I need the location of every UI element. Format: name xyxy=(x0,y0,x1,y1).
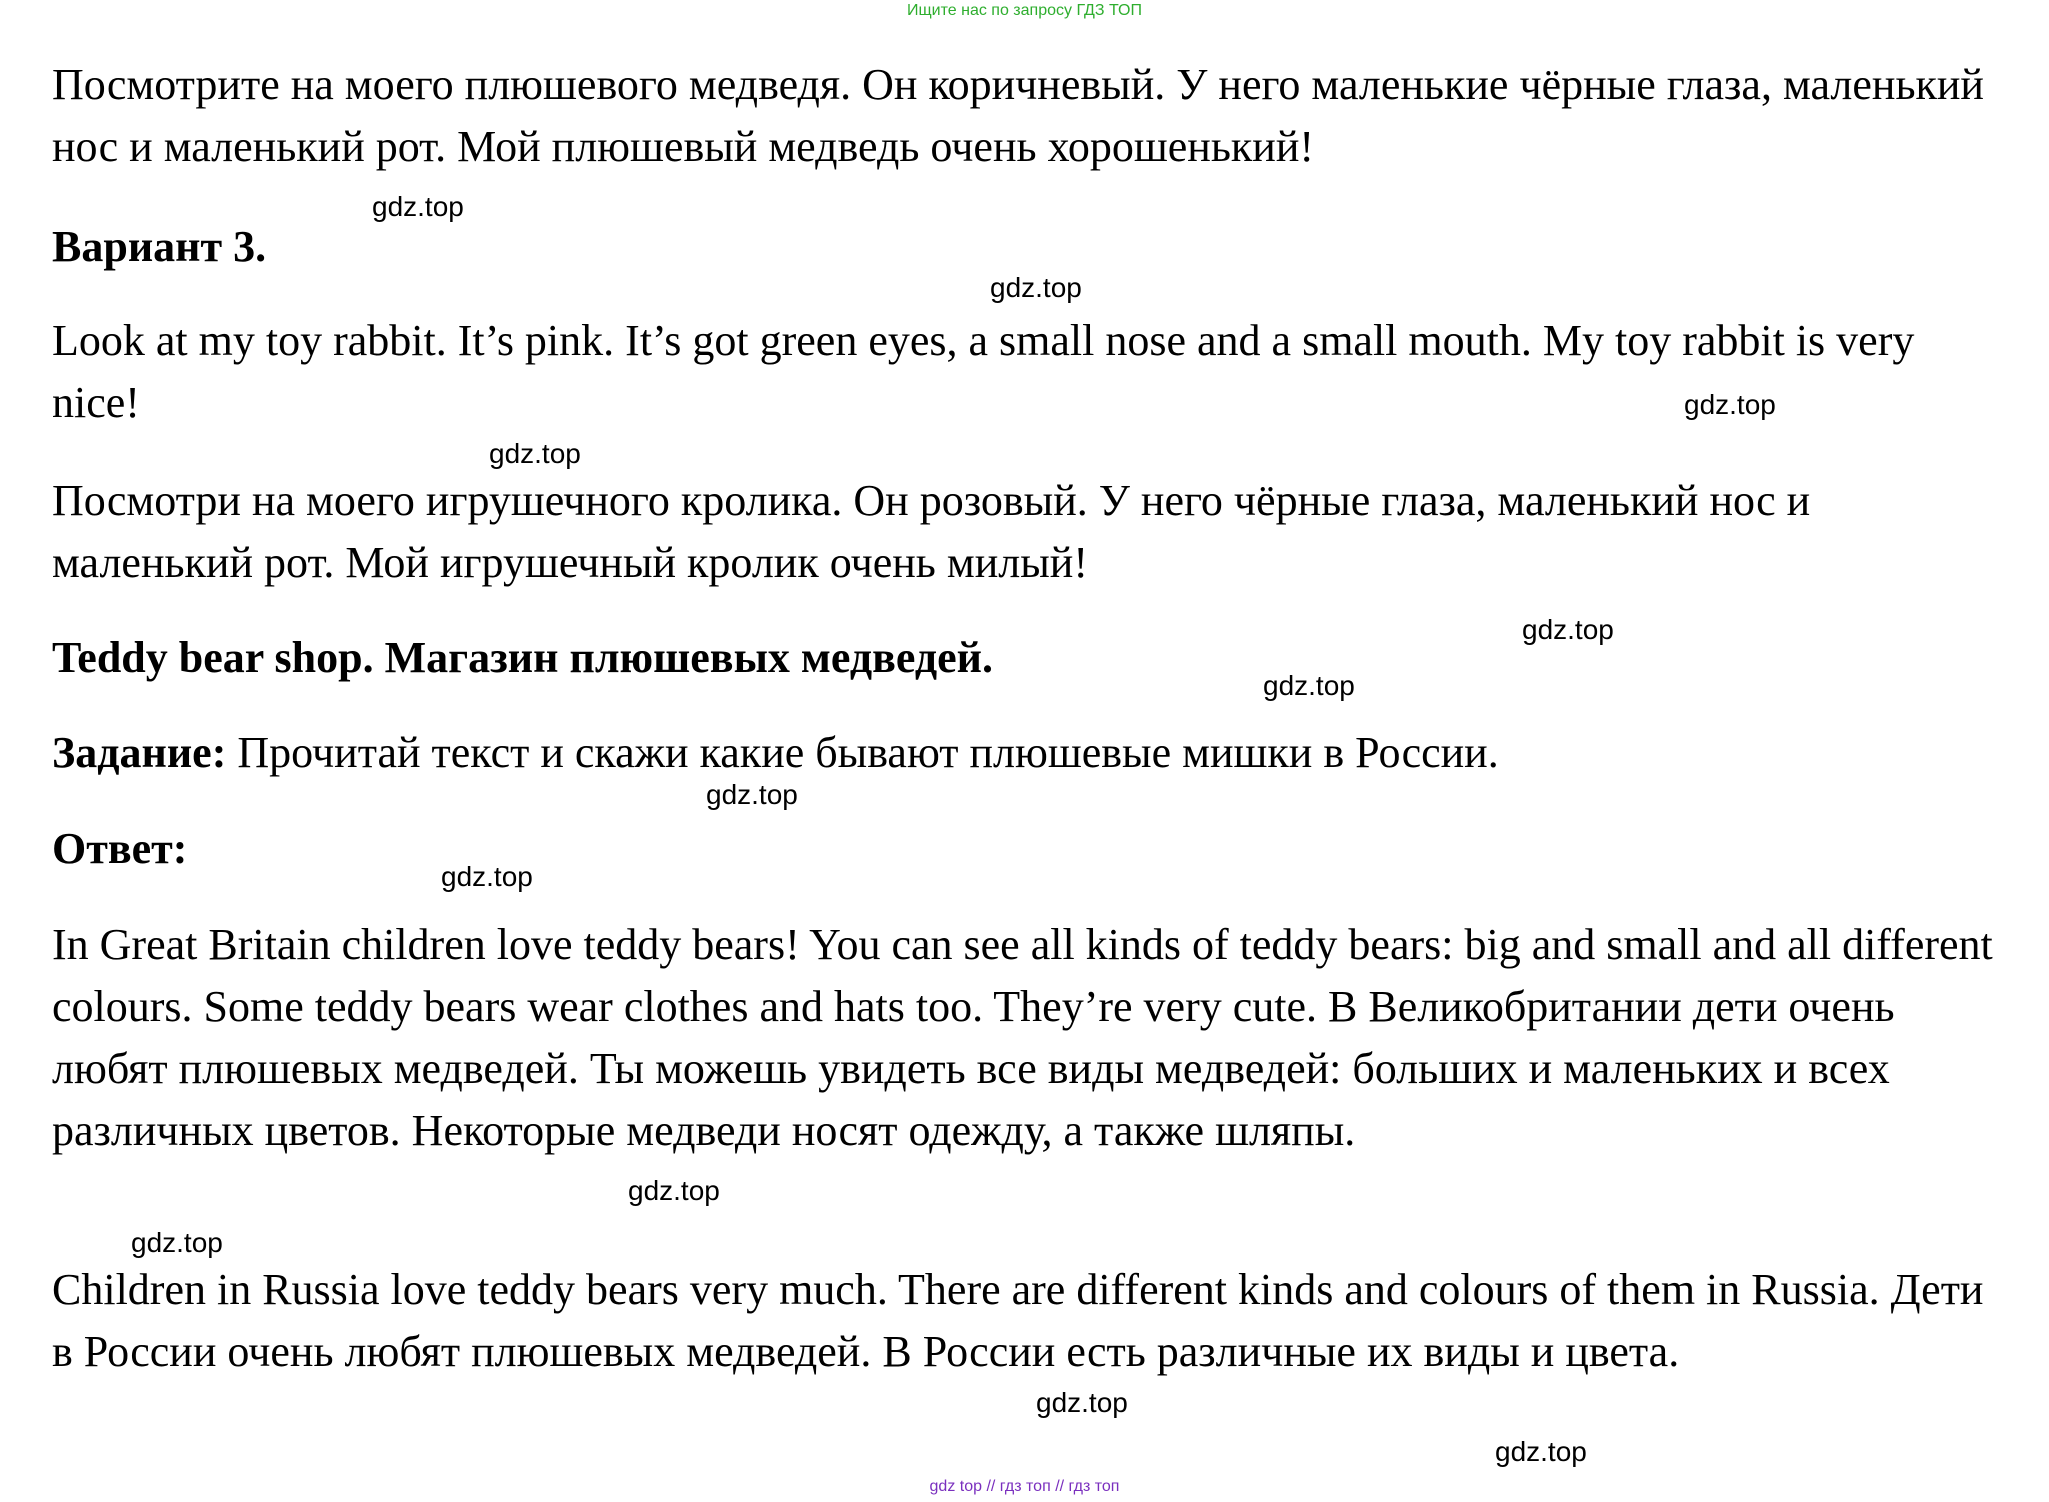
paragraph-britain: In Great Britain children love teddy bears! You can see all kinds of teddy bears: big and small and all different colours. Some teddy bears wear clothes and hats too. They’re very cute. В Великобритании дети очень любят плюшевых медведей. Ты можешь увидеть все виды медведей: больших и маленьких и всех различных цветов. Некоторые медведи носят одежду, а также шляпы. xyxy=(52,920,1993,1155)
paragraph-rabbit-en: Look at my toy rabbit. It’s pink. It’s got green eyes, a small nose and a small mouth. My toy rabbit is very nice! xyxy=(52,316,1915,427)
header-search-note: Ищите нас по запросу ГДЗ ТОП xyxy=(907,2,1142,19)
paragraph-rabbit-ru: Посмотри на моего игрушечного кролика. Он розовый. У него чёрные глаза, маленький нос и маленький рот. Мой игрушечный кролик очень милый! xyxy=(52,476,1811,587)
watermark: gdz.top xyxy=(1036,1387,1128,1418)
watermark: gdz.top xyxy=(1522,614,1614,645)
paragraph-russia: Children in Russia love teddy bears very much. There are different kinds and colours of them in Russia. Дети в России очень любят плюшевых медведей. В России есть различные их виды и цвета. xyxy=(52,1265,1984,1376)
watermark: gdz.top xyxy=(628,1175,720,1206)
watermark: gdz.top xyxy=(1495,1436,1587,1467)
task-text: Прочитай текст и скажи какие бывают плюшевые мишки в России. xyxy=(226,728,1499,777)
footer-links-note: gdz top // гдз топ // гдз топ xyxy=(929,1478,1120,1495)
variant-3-heading: Вариант 3. xyxy=(52,222,267,271)
watermark: gdz.top xyxy=(489,438,581,469)
watermark: gdz.top xyxy=(706,779,798,810)
watermark: gdz.top xyxy=(131,1227,223,1258)
paragraph-bear-ru: Посмотрите на моего плюшевого медведя. Он коричневый. У него маленькие чёрные глаза, маленький нос и маленький рот. Мой плюшевый медведь очень хорошенький! xyxy=(52,60,1984,171)
section-title: Teddy bear shop. Магазин плюшевых медведей. xyxy=(52,633,993,682)
answer-label: Ответ: xyxy=(52,824,188,873)
watermark: gdz.top xyxy=(990,272,1082,303)
watermark: gdz.top xyxy=(1684,389,1776,420)
watermark: gdz.top xyxy=(372,191,464,222)
watermark: gdz.top xyxy=(441,861,533,892)
watermark: gdz.top xyxy=(1263,670,1355,701)
task-label: Задание: xyxy=(52,728,227,777)
task-line xyxy=(52,722,2012,784)
